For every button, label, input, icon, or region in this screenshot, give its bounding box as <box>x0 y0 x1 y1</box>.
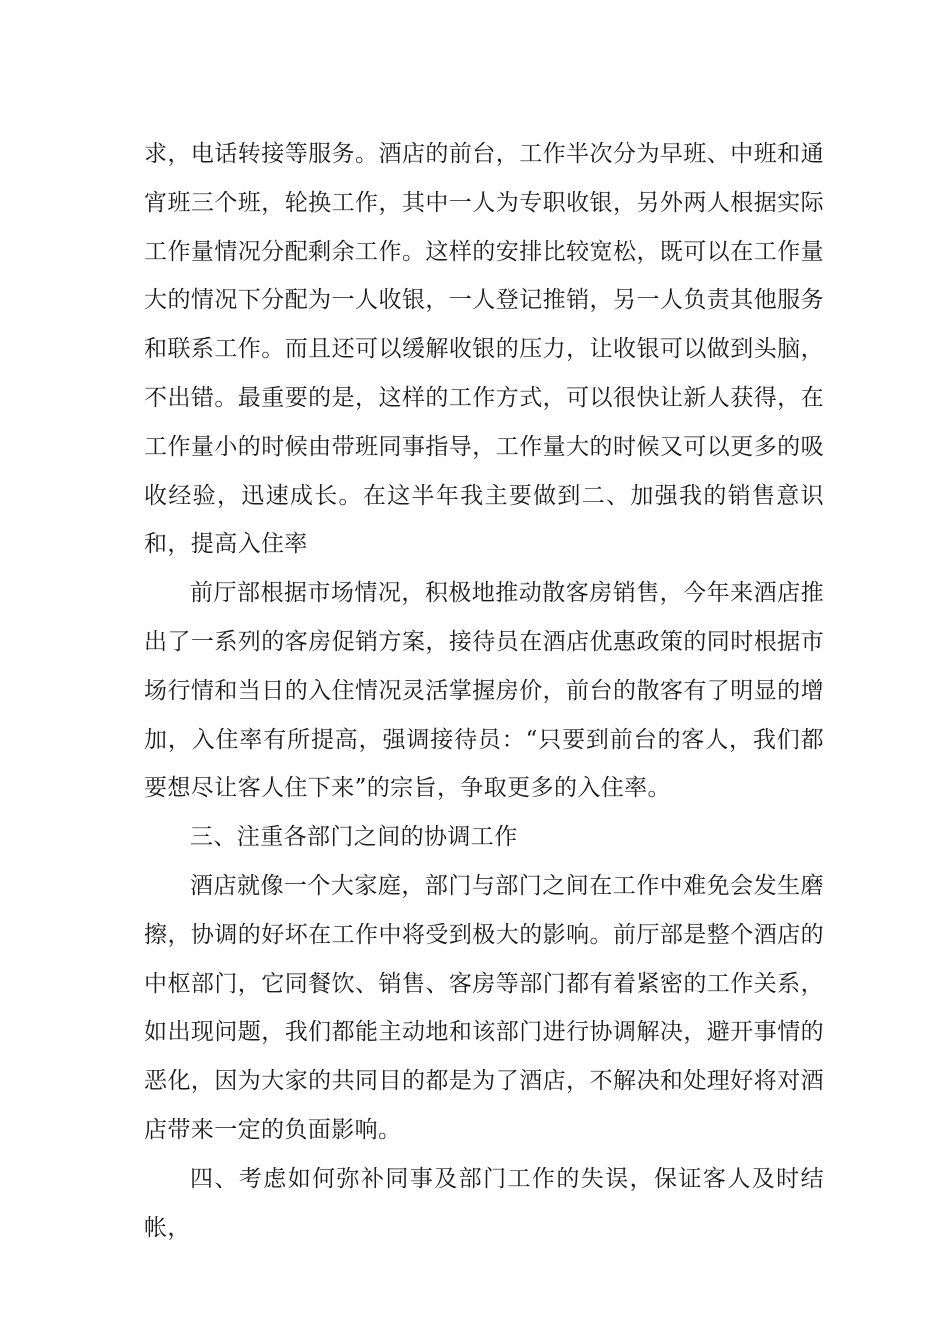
document-body <box>144 130 824 1252</box>
paragraph-coordination: 酒店就像一个大家庭，部门与部门之间在工作中难免会发生磨擦，协调的好坏在工作中将受到极大的影响。前厅部是整个酒店的中枢部门，它同餐饮、销售、客房等部门都有着紧密的工作关系，如出现问题，我们都能主动地和该部门进行协调解决，避开事情的恶化，因为大家的共同目的都是为了酒店，不解决和处理好将对酒店带来一定的负面影响。 <box>144 872 824 1143</box>
paragraph-continued: 求，电话转接等服务。酒店的前台，工作半次分为早班、中班和通宵班三个班，轮换工作，其中一人为专职收银，另外两人根据实际工作量情况分配剩余工作。这样的安排比较宽松，既可以在工作量大的情况下分配为一人收银，一人登记推销，另一人负责其他服务和联系工作。而且还可以缓解收银的压力，让收银可以做到头脑，不出错。最重要的是，这样的工作方式，可以很快让新人获得，在工作量小的时候由带班同事指导，工作量大的时候又可以更多的吸收经验，迅速成长。在这半年我主要做到二、加强我的销售意识和，提高入住率 <box>144 141 824 558</box>
section-heading-errors: 四、考虑如何弥补同事及部门工作的失误，保证客人及时结帐， <box>144 1165 824 1241</box>
section-heading-coordination: 三、注重各部门之间的协调工作 <box>190 824 518 851</box>
paragraph-sales: 前厅部根据市场情况，积极地推动散客房销售，今年来酒店推出了一系列的客房促销方案，接待员在酒店优惠政策的同时根据市场行情和当日的入住情况灵活掌握房价，前台的散客有了明显的增加，入住率有所提高，强调接待员：“只要到前台的客人，我们都要想尽让客人住下来”的宗旨，争取更多的入住率。 <box>144 580 824 802</box>
